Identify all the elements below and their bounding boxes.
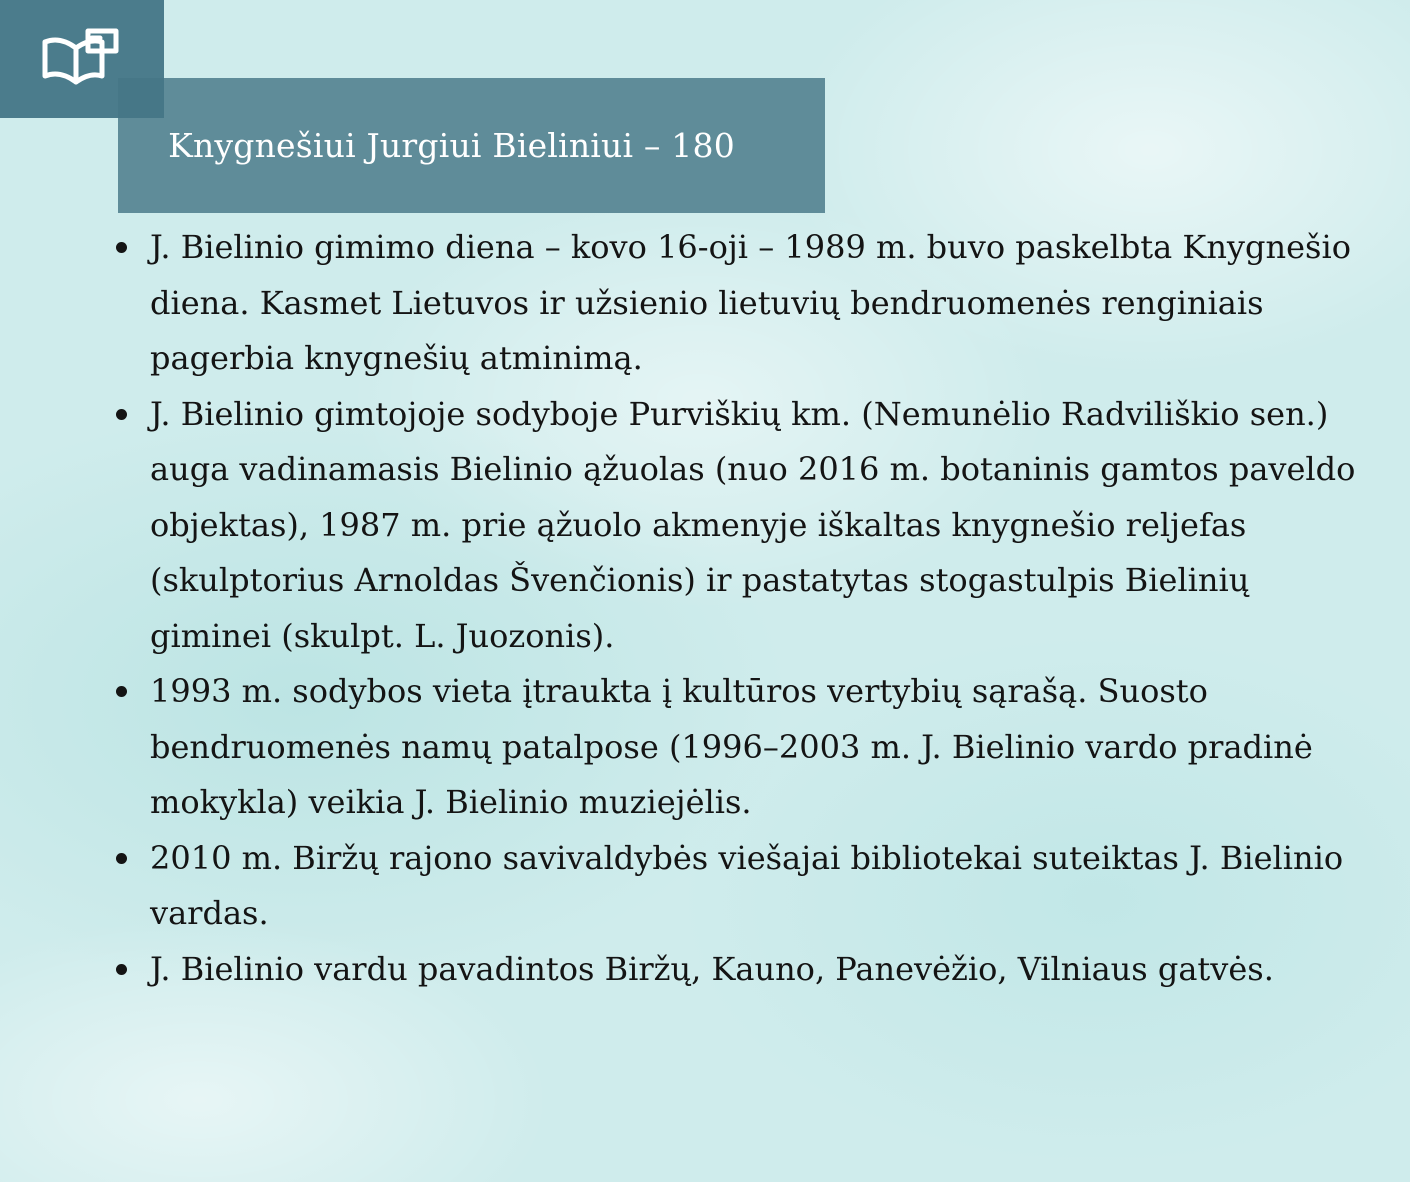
title-banner (118, 78, 825, 213)
facts-section (110, 220, 1375, 997)
page-title: Knygnešiui Jurgiui Bieliniui – 180 (168, 126, 735, 165)
open-book-icon (40, 26, 122, 92)
list-item: J. Bielinio gimimo diena – kovo 16-oji – 1989 m. buvo paskelbta Knygnešio diena. Kasmet Lietuvos ir užsienio lietuvių bendruomenės renginiais pagerbia knygnešių atminimą. (110, 220, 1375, 387)
list-item: J. Bielinio gimtojoje sodyboje Purviškių km. (Nemunėlio Radviliškio sen.) auga vadinamasis Bielinio ąžuolas (nuo 2016 m. botaninis gamtos paveldo objektas), 1987 m. prie ąžuolo akmenyje iškaltas knygnešio reljefas (skulptorius Arnoldas Švenčionis) ir pastatytas stogastulpis Bielinių giminei (skulpt. L. Juozonis). (110, 387, 1375, 665)
list-item: 2010 m. Biržų rajono savivaldybės viešajai bibliotekai suteiktas J. Bielinio vardas. (110, 831, 1375, 942)
list-item: 1993 m. sodybos vieta įtraukta į kultūros vertybių sąrašą. Suosto bendruomenės namų patalpose (1996–2003 m. J. Bielinio vardo pradinė mokykla) veikia J. Bielinio muziejėlis. (110, 664, 1375, 831)
list-item: J. Bielinio vardu pavadintos Biržų, Kauno, Panevėžio, Vilniaus gatvės. (110, 942, 1375, 998)
fact-list (110, 220, 1375, 997)
